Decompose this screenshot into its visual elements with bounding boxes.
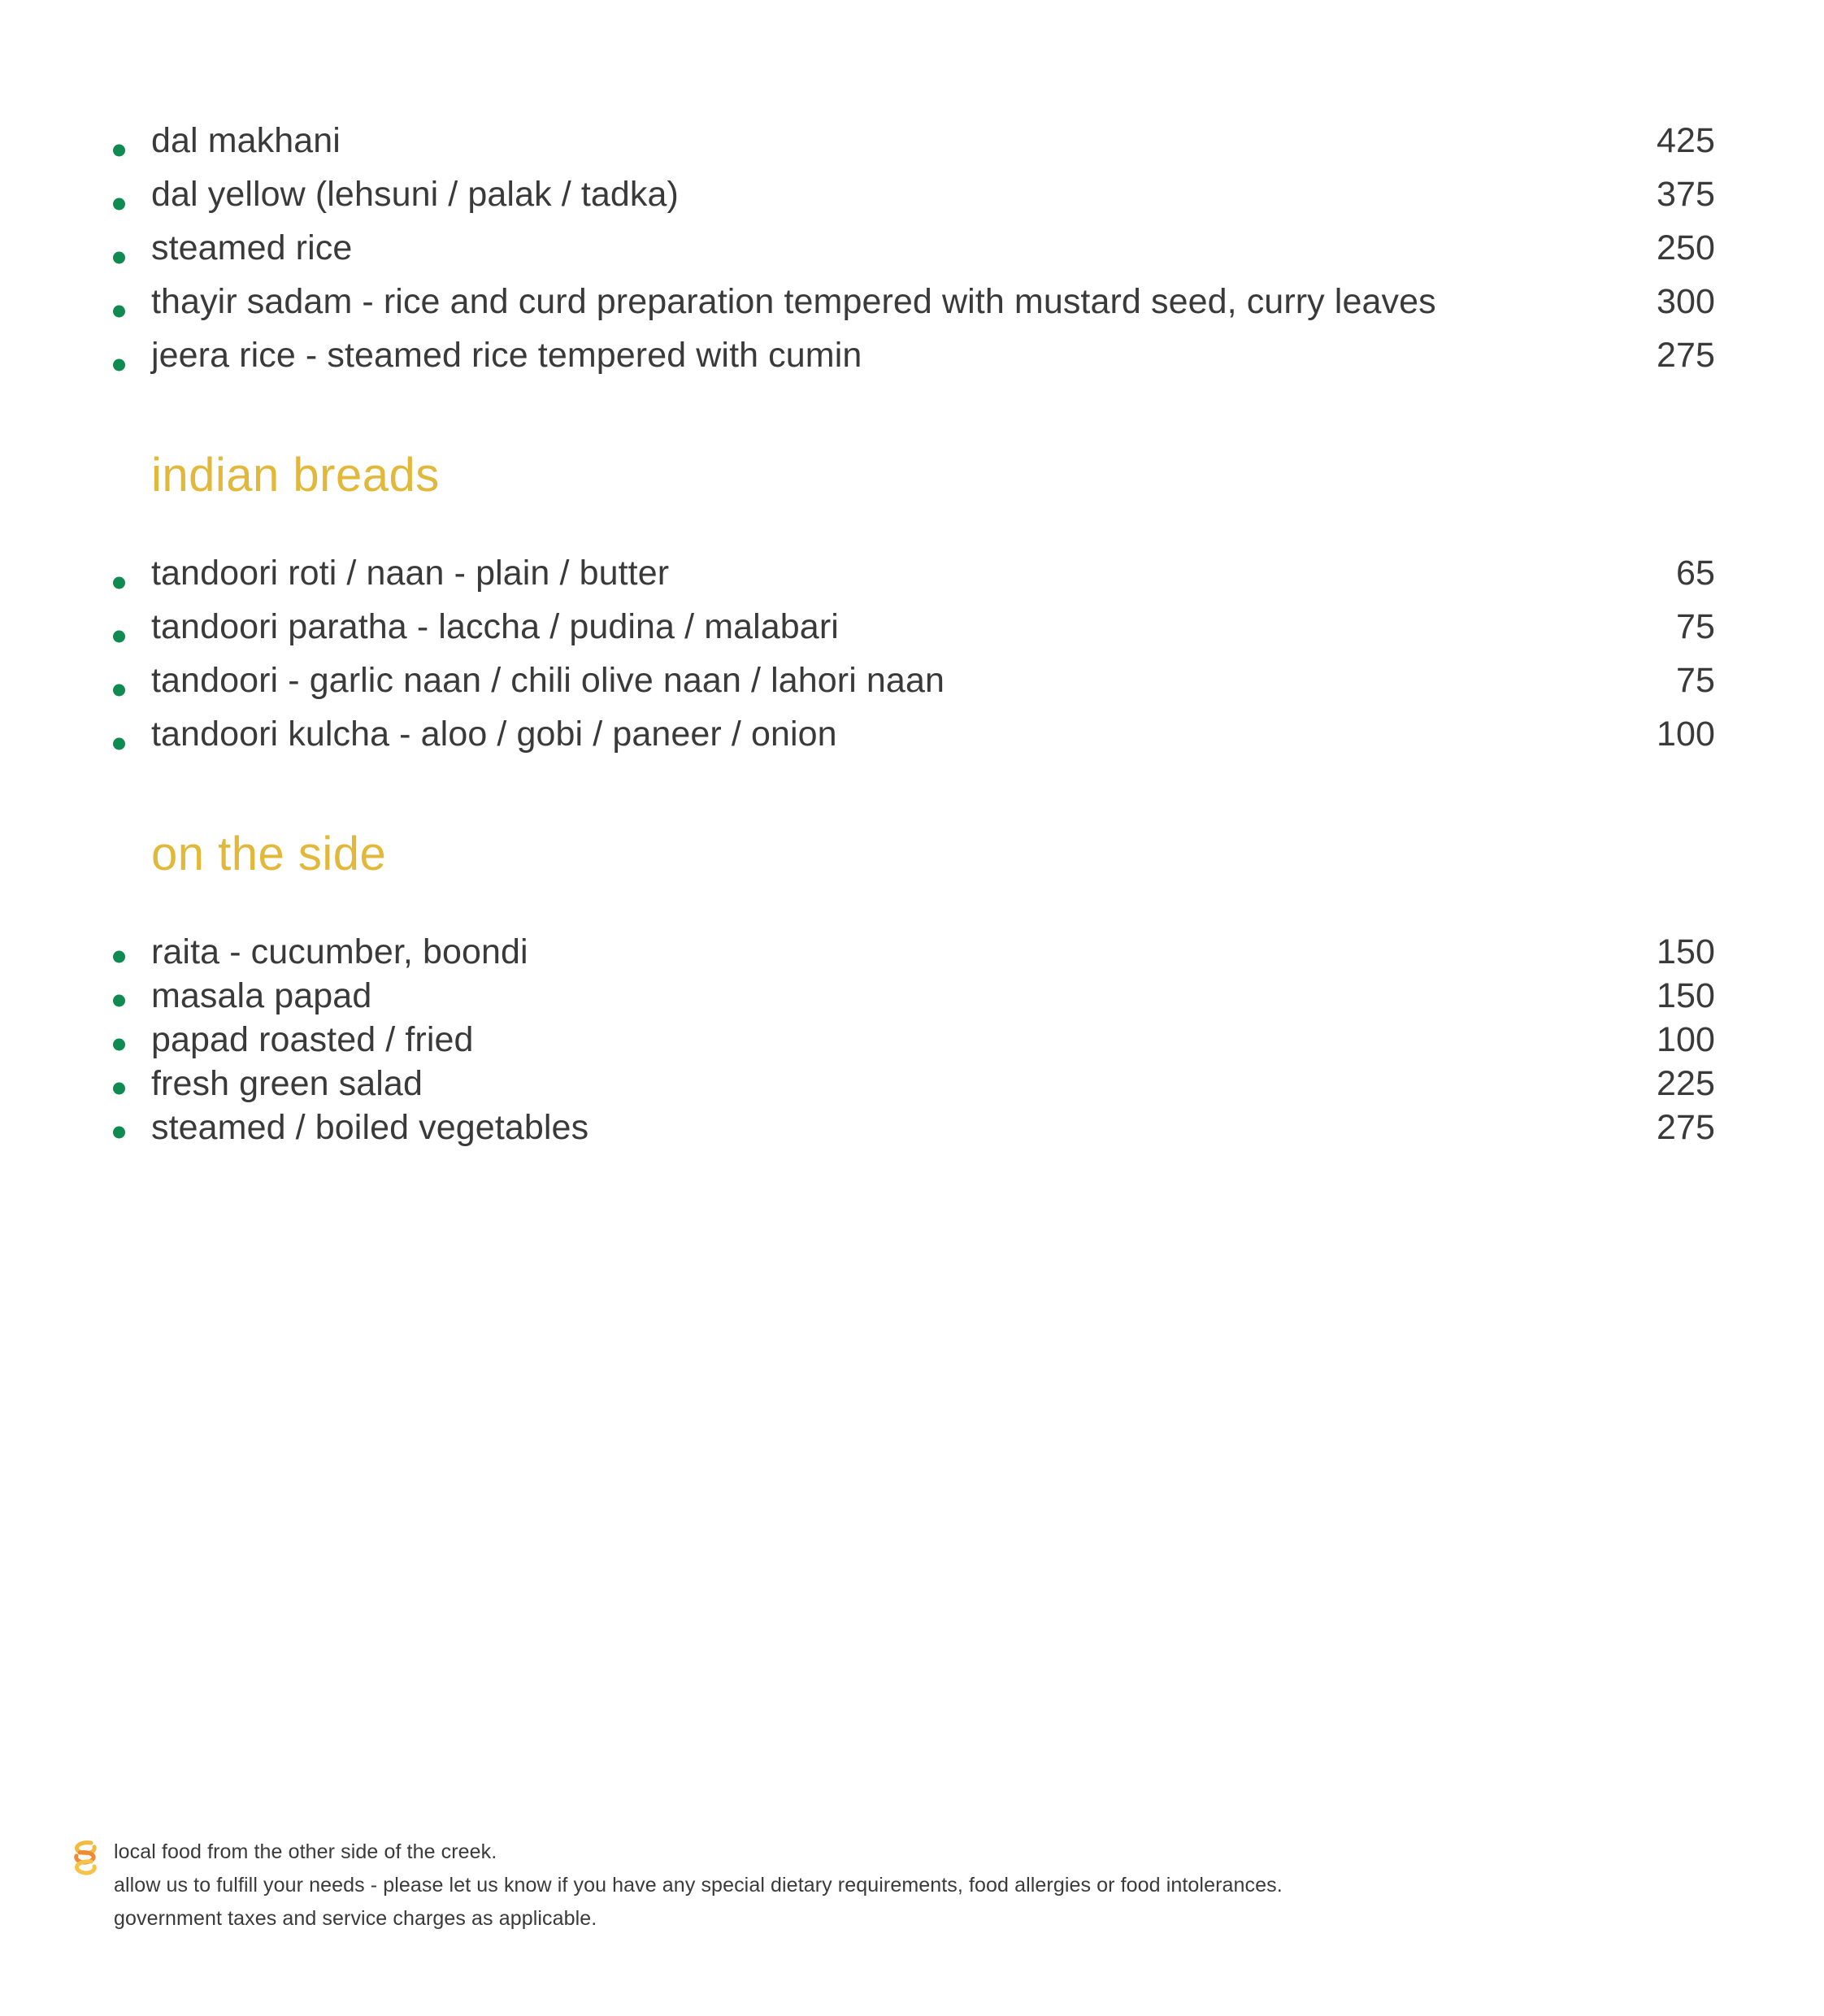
section-spacer [0,392,1824,452]
heading-spacer [0,499,1824,556]
menu-item[interactable] [0,1064,1824,1110]
menu-item-name: jeera rice - steamed rice tempered with cumin [151,336,862,375]
menu-item[interactable] [0,932,1824,979]
veg-bullet-icon [113,252,125,264]
menu-item-list [0,556,1824,771]
menu-item-name: dal yellow (lehsuni / palak / tadka) [151,175,679,214]
veg-bullet-icon [113,1039,125,1051]
menu-item-name: thayir sadam - rice and curd preparation tempered with mustard seed, curry leaves [151,282,1436,321]
menu-item[interactable] [0,556,1824,610]
menu-item[interactable] [0,976,1824,1023]
footer-line: local food from the other side of the creek. [114,1840,497,1863]
menu-item[interactable] [0,121,1824,177]
veg-bullet-icon [113,995,125,1007]
veg-bullet-icon [113,198,125,211]
heading-spacer [0,878,1824,935]
swirl-logo-icon [70,1839,101,1881]
menu-item-price: 275 [1656,1108,1715,1147]
menu-item[interactable] [0,1020,1824,1067]
menu-item[interactable] [0,663,1824,717]
menu-item-price: 225 [1656,1064,1715,1103]
menu-item-price: 275 [1656,336,1715,375]
menu-item[interactable] [0,228,1824,285]
menu-item-list [0,932,1824,1154]
menu-item[interactable] [0,177,1824,231]
menu-item-price: 100 [1656,1020,1715,1059]
menu-item-price: 300 [1656,282,1715,321]
menu-item[interactable] [0,717,1824,771]
section-heading-indian-breads: indian breads [151,449,440,502]
menu-item-price: 375 [1656,175,1715,214]
menu-item-price: 250 [1656,228,1715,267]
menu-item-list [0,121,1824,392]
menu-item-price: 75 [1675,607,1715,646]
veg-bullet-icon [113,145,125,157]
veg-bullet-icon [113,738,125,750]
menu-item-name: steamed rice [151,228,353,267]
footer-text-block [114,1836,1283,1932]
menu-item-name: dal makhani [151,121,341,160]
menu-item-name: masala papad [151,976,372,1015]
veg-bullet-icon [113,631,125,643]
footer-line: government taxes and service charges as applicable. [114,1907,597,1930]
menu-section-on-the-side [0,828,1824,1154]
menu-item[interactable] [0,282,1824,338]
menu-item-price: 75 [1675,661,1715,700]
menu-item[interactable] [0,338,1824,392]
section-heading-on-the-side: on the side [151,828,387,880]
menu-item[interactable] [0,1110,1824,1154]
veg-bullet-icon [113,306,125,318]
section-spacer [0,771,1824,831]
menu-item-name: tandoori - garlic naan / chili olive naan / lahori naan [151,661,945,700]
menu-item-price: 100 [1656,715,1715,754]
veg-bullet-icon [113,577,125,589]
veg-bullet-icon [113,1083,125,1095]
menu-item-price: 150 [1656,932,1715,971]
footer-line: allow us to fulfill your needs - please let us know if you have any special dietary requirements, food allergies or food intolerances. [114,1874,1283,1897]
menu-section-rice-and-dal [0,121,1824,392]
menu-item-name: fresh green salad [151,1064,423,1103]
menu-item-price: 425 [1656,121,1715,160]
menu-footer [0,1836,1824,1932]
menu-item-name: papad roasted / fried [151,1020,474,1059]
menu-item-price: 150 [1656,976,1715,1015]
menu-item-name: tandoori roti / naan - plain / butter [151,554,670,593]
menu-item-price: 65 [1675,554,1715,593]
menu-item-name: tandoori kulcha - aloo / gobi / paneer / onion [151,715,837,754]
menu-item-name: raita - cucumber, boondi [151,932,528,971]
veg-bullet-icon [113,951,125,963]
veg-bullet-icon [113,684,125,697]
menu-item[interactable] [0,607,1824,663]
menu-section-indian-breads [0,449,1824,771]
veg-bullet-icon [113,1127,125,1139]
menu-item-name: steamed / boiled vegetables [151,1108,589,1147]
menu-item-name: tandoori paratha - laccha / pudina / malabari [151,607,839,646]
veg-bullet-icon [113,359,125,371]
